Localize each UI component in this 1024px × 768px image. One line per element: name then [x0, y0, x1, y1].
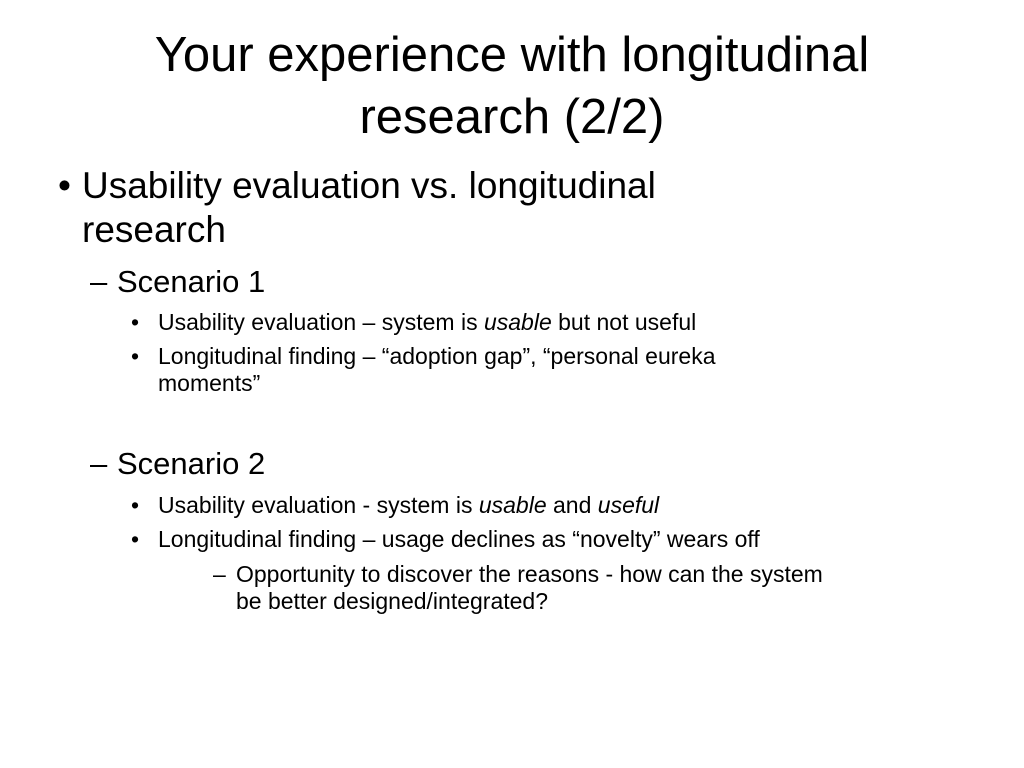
emphasis-useful: useful — [597, 492, 660, 518]
scenario-2-subpoint-text-line-1: Opportunity to discover the reasons - how can the system — [236, 561, 823, 587]
scenario-2-point-1-text — [158, 491, 659, 519]
bullet-marker: • — [131, 526, 140, 552]
dash-marker: – — [213, 561, 226, 587]
bullet-marker: • — [131, 343, 140, 369]
scenario-1-point-1-text — [158, 308, 696, 336]
text-run: Usability evaluation – system is — [158, 309, 484, 335]
dash-marker: – — [90, 446, 108, 481]
scenario-2-point-2-text: Longitudinal finding – usage declines as “novelty” wears off — [158, 526, 760, 552]
scenario-1-point-2-text-line-2: moments” — [158, 370, 261, 396]
scenario-1-point-2-text-line-1: Longitudinal finding – “adoption gap”, “personal eureka — [158, 343, 716, 369]
text-run: and — [546, 492, 598, 518]
bullet-text-line-2: research — [82, 209, 226, 250]
slide-title — [60, 24, 964, 148]
emphasis-usable: usable — [483, 309, 552, 335]
scenario-2-subpoint-text-line-2: be better designed/integrated? — [236, 588, 549, 614]
bullet-text-line-1: Usability evaluation vs. longitudinal — [82, 165, 656, 206]
text-run: Usability evaluation - system is — [158, 492, 479, 518]
slide-title-line-1: Your experience with longitudinal — [154, 28, 870, 82]
slide-title-line-2: research (2/2) — [359, 90, 665, 144]
emphasis-usable: usable — [478, 492, 547, 518]
scenario-2-label: Scenario 2 — [117, 446, 266, 481]
bullet-marker: • — [58, 165, 71, 206]
dash-marker: – — [90, 264, 108, 299]
scenario-1-label: Scenario 1 — [117, 264, 266, 299]
text-run: but not useful — [551, 309, 697, 335]
bullet-marker: • — [131, 309, 140, 335]
bullet-marker: • — [131, 492, 140, 518]
